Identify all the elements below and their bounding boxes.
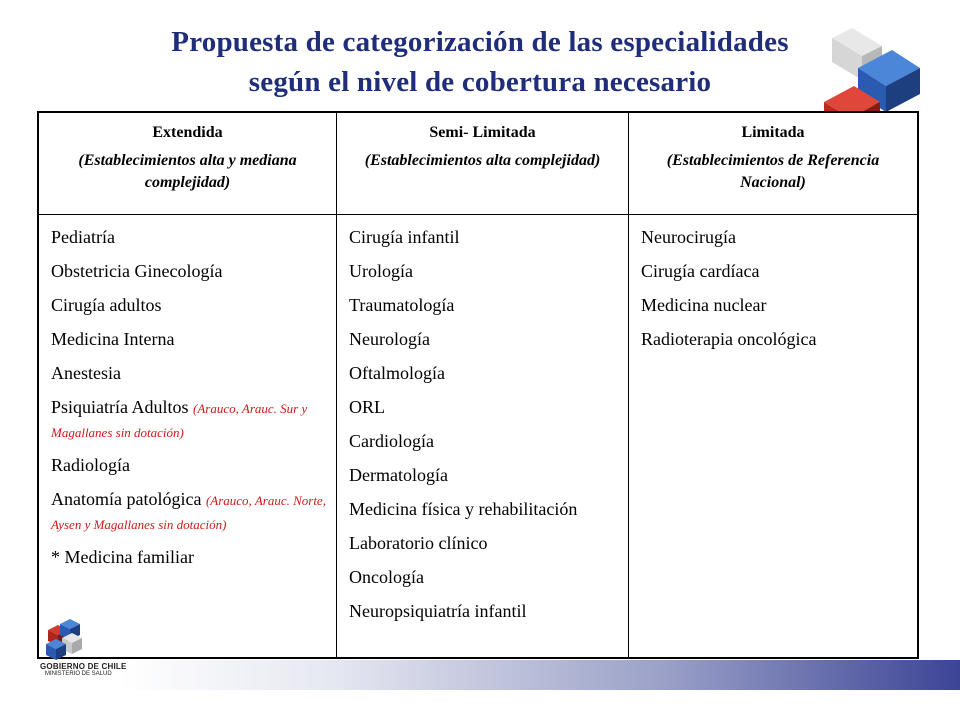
list-item: Oftalmología bbox=[349, 363, 445, 383]
list-item bbox=[51, 395, 326, 443]
list-item: Cirugía infantil bbox=[349, 227, 460, 247]
list-item bbox=[51, 453, 326, 477]
list-item bbox=[51, 361, 326, 385]
specialty-name: * Medicina familiar bbox=[51, 547, 194, 567]
list-item: Cardiología bbox=[349, 431, 434, 451]
list-item: Traumatología bbox=[349, 295, 455, 315]
column-header-semi-limitada bbox=[336, 113, 628, 215]
column-body-extendida bbox=[39, 215, 336, 657]
list-item: Radioterapia oncológica bbox=[641, 329, 817, 349]
specialty-name: Obstetricia Ginecología bbox=[51, 261, 223, 281]
list-item bbox=[51, 545, 326, 569]
list-item: Neurología bbox=[349, 329, 430, 349]
column-header-extendida bbox=[39, 113, 336, 215]
specialty-name: Cirugía adultos bbox=[51, 295, 162, 315]
specialty-name: Radiología bbox=[51, 455, 130, 475]
slide-title-line2: según el nivel de cobertura necesario bbox=[248, 66, 712, 98]
list-item bbox=[51, 487, 326, 535]
list-item: Cirugía cardíaca bbox=[641, 261, 760, 281]
column-subheading: (Establecimientos alta y mediana complejidad) bbox=[78, 152, 297, 191]
column-subheading: (Establecimientos de Referencia Nacional) bbox=[666, 152, 880, 191]
footer-gradient-bar bbox=[120, 660, 960, 690]
list-item: Medicina física y rehabilitación bbox=[349, 499, 578, 519]
org-name: GOBIERNO DE CHILE bbox=[40, 662, 127, 671]
list-item: Neuropsiquiatría infantil bbox=[349, 601, 527, 621]
specialty-name: Pediatría bbox=[51, 227, 115, 247]
list-item: Laboratorio clínico bbox=[349, 533, 488, 553]
specialty-name: Psiquiatría Adultos bbox=[51, 397, 189, 417]
slide-title-line1: Propuesta de categorización de las especialidades bbox=[171, 26, 789, 58]
specialty-note: (Arauco, Arauc. Sur y Magallanes sin dotación) bbox=[51, 401, 308, 440]
list-item bbox=[51, 225, 326, 249]
column-heading: Semi- Limitada bbox=[429, 124, 536, 141]
slide-title bbox=[40, 22, 920, 102]
specialty-name: Medicina Interna bbox=[51, 329, 175, 349]
column-heading: Limitada bbox=[741, 124, 805, 141]
list-item: Neurocirugía bbox=[641, 227, 736, 247]
list-item: Dermatología bbox=[349, 465, 448, 485]
column-header-limitada bbox=[628, 113, 917, 215]
column-body-semi-limitada bbox=[336, 215, 628, 657]
list-item bbox=[51, 259, 326, 283]
org-subname: MINISTERIO DE SALUD bbox=[45, 671, 112, 677]
column-subheading: (Establecimientos alta complejidad) bbox=[364, 152, 601, 169]
column-heading: Extendida bbox=[152, 124, 223, 141]
specialty-note: (Arauco, Arauc. Norte, Aysen y Magallanes sin dotación) bbox=[51, 493, 326, 532]
list-item bbox=[51, 293, 326, 317]
list-item: Medicina nuclear bbox=[641, 295, 767, 315]
list-item: Oncología bbox=[349, 567, 424, 587]
list-item: ORL bbox=[349, 397, 385, 417]
column-body-limitada bbox=[628, 215, 917, 657]
list-item: Urología bbox=[349, 261, 413, 281]
specialties-table bbox=[37, 111, 919, 659]
specialty-name: Anestesia bbox=[51, 363, 121, 383]
list-item bbox=[51, 327, 326, 351]
specialty-name: Anatomía patológica bbox=[51, 489, 202, 509]
